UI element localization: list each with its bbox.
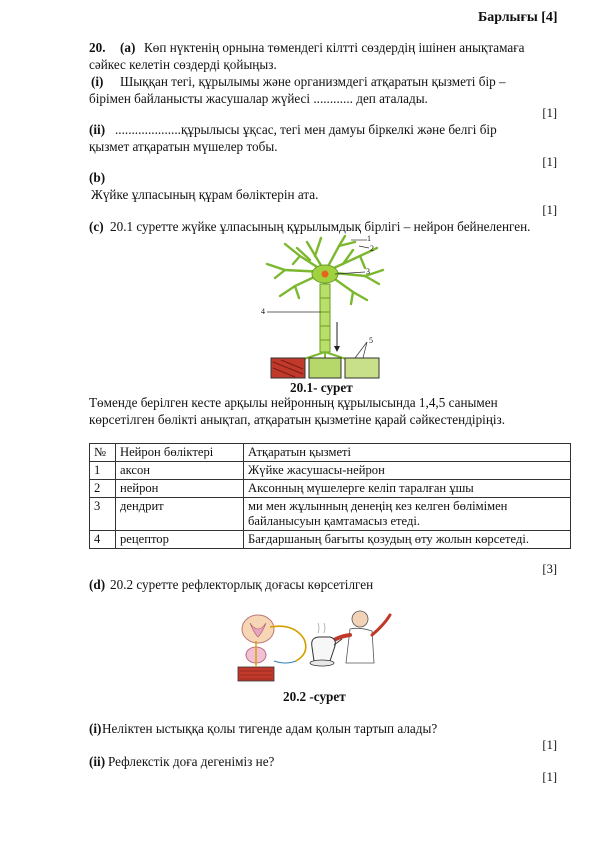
neuron-parts-table xyxy=(89,443,571,549)
part-c-label: (c) xyxy=(89,219,104,234)
table-cell: Жүйке жасушасы-нейрон xyxy=(244,462,571,480)
impulse-arrowhead xyxy=(334,346,340,352)
nucleus xyxy=(322,271,329,278)
table-cell: рецептор xyxy=(116,531,244,549)
fig1-label-2: 2 xyxy=(370,244,374,253)
question-number: 20. xyxy=(89,40,106,55)
table-header-row xyxy=(90,444,571,462)
reflex-arc-figure xyxy=(234,605,394,685)
table-header-cell: Атқаратын қызметі xyxy=(244,444,571,462)
person-head xyxy=(352,611,368,627)
part-d-ii-mark: [1] xyxy=(542,770,557,784)
sensory-nerve xyxy=(270,626,306,661)
table-cell: дендрит xyxy=(116,498,244,531)
total-marks: Барлығы [4] xyxy=(478,10,558,25)
figure-1-caption: 20.1- сурет xyxy=(290,380,353,395)
table-cell: Аксонның мүшелерге келіп таралған ұшы xyxy=(244,480,571,498)
part-d-i-label: (i) xyxy=(89,721,102,736)
part-d-ii-label: (ii) xyxy=(89,754,106,769)
neuron-figure xyxy=(255,234,395,380)
part-d-i-mark: [1] xyxy=(542,738,557,752)
part-d-label: (d) xyxy=(89,577,106,592)
steam xyxy=(318,623,325,633)
table-row xyxy=(90,531,571,549)
part-c-task-line2: көрсетілген бөлікті анықтап, атқаратын қызметіне қарай сәйкестендіріңіз. xyxy=(89,412,506,427)
part-c-mark: [3] xyxy=(542,562,557,576)
connector xyxy=(274,661,296,663)
part-a-ii-text-line1: ....................құрылысы ұқсас, тегі мен дамуы біркелкі және белгі бір xyxy=(115,122,497,137)
part-b-label: (b) xyxy=(89,170,106,185)
part-a-ii-mark: [1] xyxy=(542,155,557,169)
table-cell: ми мен жұлынның денеңің кез келген бөлімімен байланысуын қамтамасыз етеді. xyxy=(244,498,571,531)
part-a-i-text-line2: бірімен байланысты жасушалар жүйесі ............ деп аталады. xyxy=(89,91,428,106)
part-a-i-label: (i) xyxy=(91,74,104,89)
table-header-cell: Нейрон бөліктері xyxy=(116,444,244,462)
table-cell: 3 xyxy=(90,498,116,531)
part-a-text-line1: Көп нүктенің орнына төмендегі кілтті сөздердің ішінен анықтамаға xyxy=(144,40,525,55)
part-c-text: 20.1 суретте жүйке ұлпасының құрылымдық бірлігі – нейрон бейнеленген. xyxy=(110,219,531,234)
table-row xyxy=(90,498,571,531)
fig1-label-3: 3 xyxy=(366,267,370,276)
neuron-illustration xyxy=(255,234,395,380)
part-d-i-text: Неліктен ыстыққа қолы тигенде адам қолын тартып алады? xyxy=(102,721,438,736)
muscle-box-2 xyxy=(309,358,341,378)
part-b-mark: [1] xyxy=(542,203,557,217)
fig1-label-4: 4 xyxy=(261,307,265,316)
table-row xyxy=(90,462,571,480)
part-a-ii-label: (ii) xyxy=(89,122,106,137)
part-c-task-line1: Төменде берілген кесте арқылы нейронның құрылысында 1,4,5 санымен xyxy=(89,395,498,410)
kettle xyxy=(312,637,336,661)
kettle-base xyxy=(310,660,334,666)
fig1-label-5: 5 xyxy=(369,336,373,345)
part-b-text: Жүйке ұлпасының құрам бөліктерін ата. xyxy=(91,187,319,202)
muscle-box-3 xyxy=(345,358,379,378)
table-cell: 2 xyxy=(90,480,116,498)
table-row xyxy=(90,480,571,498)
part-a-text-line2: сәйкес келетін сөздерді қойыңыз. xyxy=(89,57,277,72)
axon xyxy=(320,284,330,352)
table-header-cell: № xyxy=(90,444,116,462)
person-raised-arm xyxy=(372,615,390,635)
reflex-arc-illustration xyxy=(234,605,394,685)
part-a-i-mark: [1] xyxy=(542,106,557,120)
figure-2-caption: 20.2 -сурет xyxy=(283,689,346,704)
fig1-label-1: 1 xyxy=(367,234,371,243)
part-a-i-text-line1: Шыққан тегі, құрылымы және организмдегі атқаратын қызметі бір – xyxy=(120,74,506,89)
table-cell: 4 xyxy=(90,531,116,549)
part-d-text: 20.2 суретте рефлекторлық доғасы көрсетілген xyxy=(110,577,374,592)
part-a-ii-text-line2: қызмет атқаратын мүшелер тобы. xyxy=(89,139,278,154)
table-cell: нейрон xyxy=(116,480,244,498)
part-a-label: (a) xyxy=(120,40,136,55)
table-cell: 1 xyxy=(90,462,116,480)
table-cell: аксон xyxy=(116,462,244,480)
part-d-ii-text: Рефлекстік доға дегеніміз не? xyxy=(108,754,275,769)
table-cell: Бағдаршаның бағыты қозудың өту жолын көрсетеді. xyxy=(244,531,571,549)
